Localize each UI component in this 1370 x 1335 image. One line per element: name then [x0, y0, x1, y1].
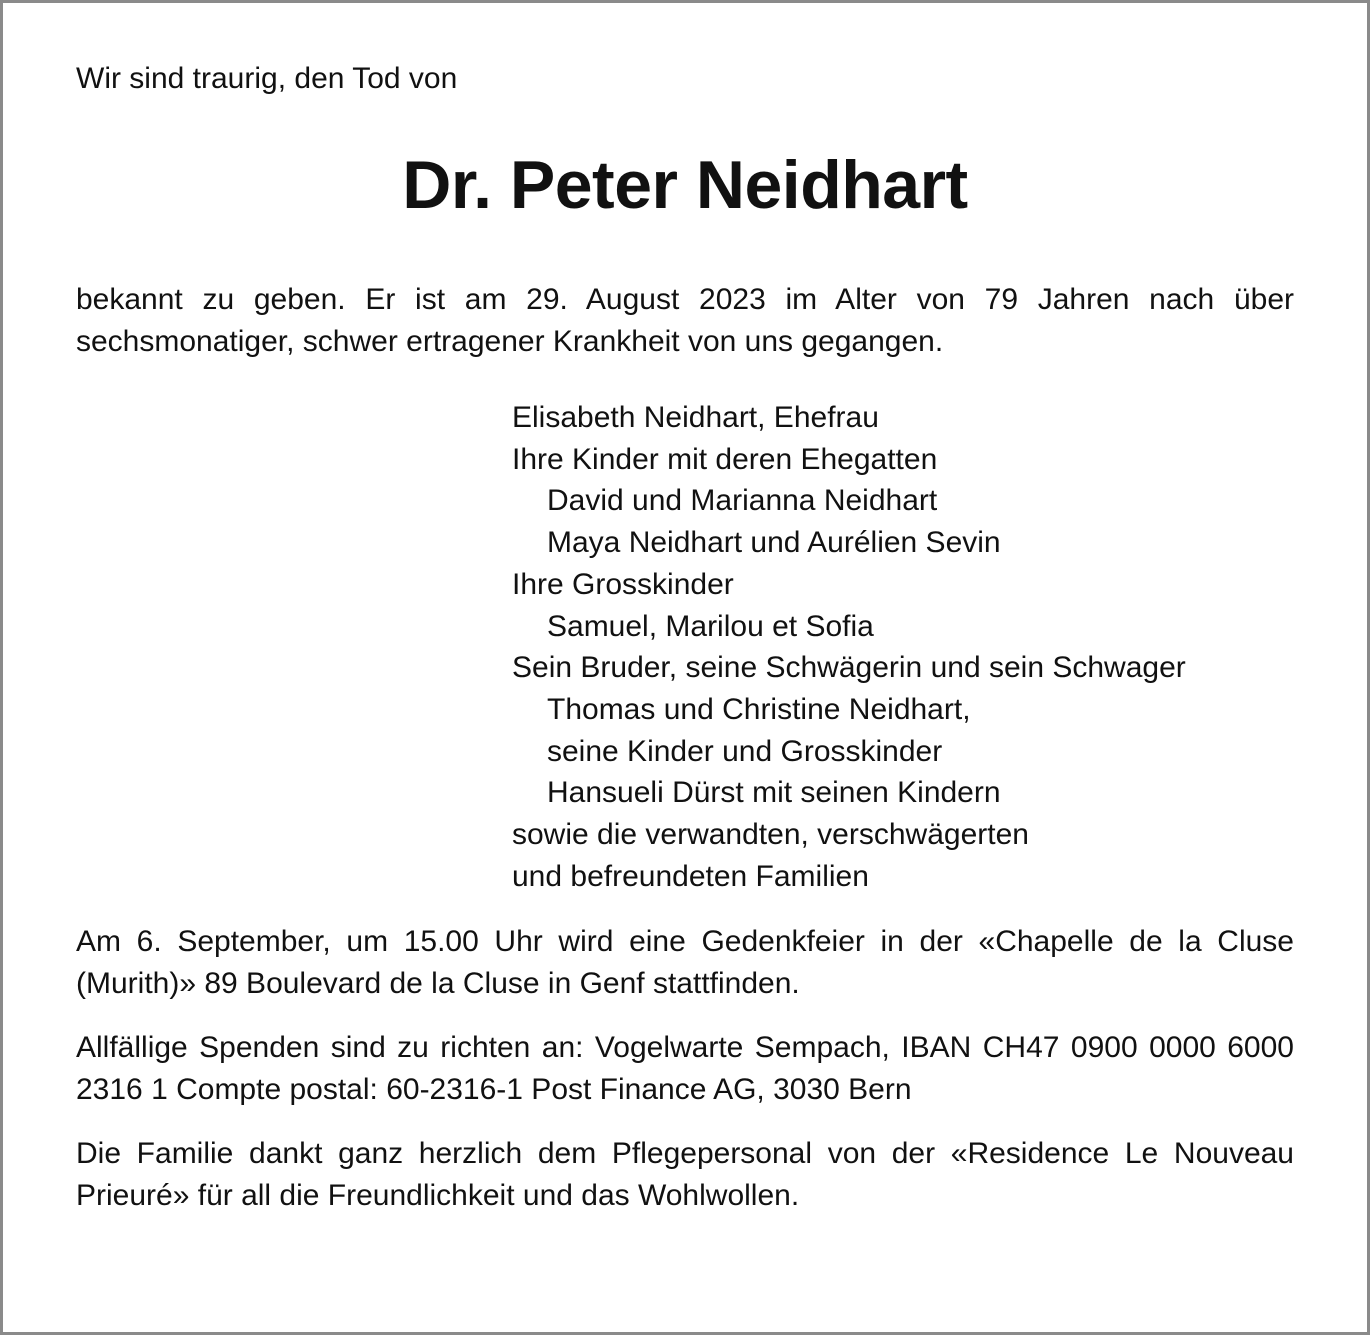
deceased-name: Dr. Peter Neidhart [402, 147, 968, 223]
mourner-line: Ihre Grosskinder [512, 567, 734, 601]
obituary-content [76, 58, 1294, 1217]
mourner-line: sowie die verwandten, verschwägerten [512, 818, 1029, 852]
thanks-note: Die Familie dankt ganz herzlich dem Pflegepersonal von der «Residence Le Nouveau Prieuré» für all die Freundlichkeit und das Wohlwollen. [76, 1137, 1294, 1213]
mourners-list [512, 397, 1294, 897]
mourner-line: Thomas und Christine Neidhart, [547, 692, 971, 726]
mourner-line: Sein Bruder, seine Schwägerin und sein Schwager [512, 651, 1186, 685]
mourner-line: Maya Neidhart und Aurélien Sevin [547, 526, 1001, 560]
mourner-line: Elisabeth Neidhart, Ehefrau [512, 401, 879, 434]
donation-info: Allfällige Spenden sind zu richten an: Vogelwarte Sempach, IBAN CH47 0900 0000 6000 2316 1 Compte postal: 60-2316-1 Post Finance AG, 3030 Bern [76, 1031, 1294, 1107]
mourner-line: und befreundeten Familien [512, 859, 869, 893]
intro-line: Wir sind traurig, den Tod von [76, 62, 458, 95]
mourner-line: Samuel, Marilou et Sofia [547, 609, 874, 643]
mourner-line: seine Kinder und Grosskinder [547, 734, 943, 768]
ceremony-info: Am 6. September, um 15.00 Uhr wird eine Gedenkfeier in der «Chapelle de la Cluse (Murith)» 89 Boulevard de la Cluse in Genf stattfinden. [76, 925, 1294, 1001]
mourner-line: David und Marianna Neidhart [547, 484, 938, 518]
mourner-line: Ihre Kinder mit deren Ehegatten [512, 442, 938, 476]
death-announcement: bekannt zu geben. Er ist am 29. August 2023 im Alter von 79 Jahren nach über sechsmonatiger, schwer ertragener Krankheit von uns gegangen. [76, 283, 1294, 358]
mourner-line: Hansueli Dürst mit seinen Kindern [547, 776, 1001, 810]
